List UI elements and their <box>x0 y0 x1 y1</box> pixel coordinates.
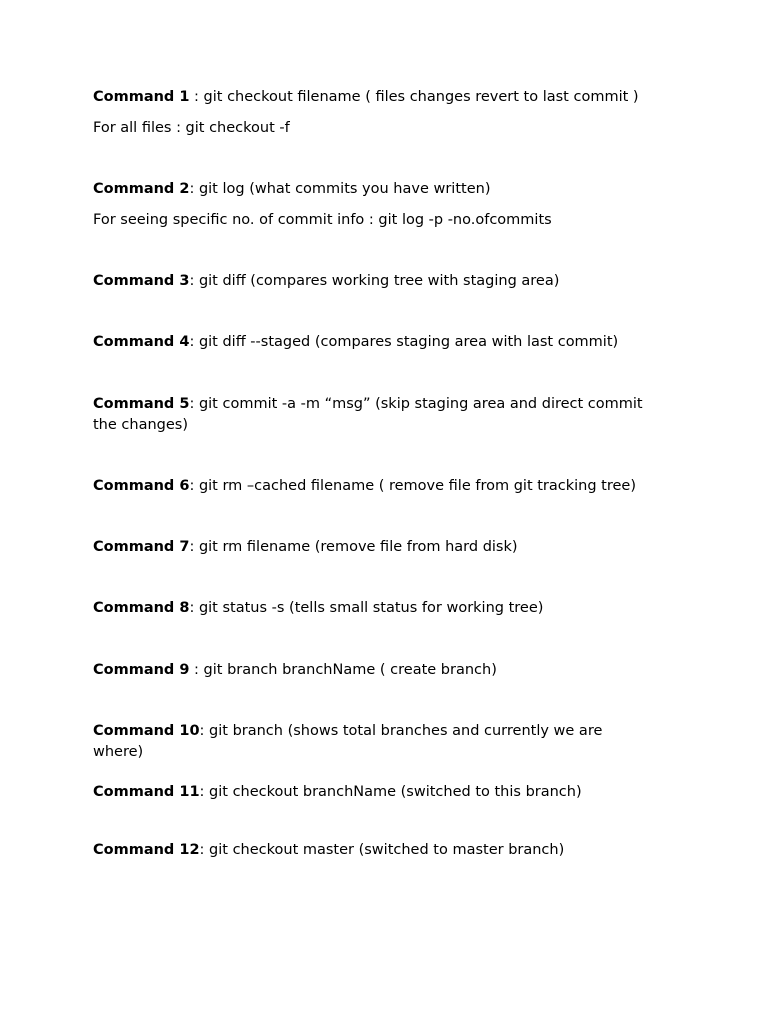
command-label: Command 3 <box>93 273 190 289</box>
command-text: : git branch branchName ( create branch) <box>189 662 497 678</box>
command-3 <box>93 271 653 292</box>
command-text: : git commit -a -m “msg” (skip staging area and direct commit the changes) <box>93 396 643 433</box>
command-text: : git diff --staged (compares staging area with last commit) <box>189 334 619 350</box>
command-text: : git rm –cached filename ( remove file from git tracking tree) <box>189 478 637 494</box>
command-label: Command 7 <box>93 539 190 555</box>
command-label: Command 12 <box>93 842 200 858</box>
command-text: : git log (what commits you have written) <box>189 181 491 197</box>
command-10 <box>93 721 653 763</box>
command-label: Command 6 <box>93 478 190 494</box>
command-7 <box>93 537 653 558</box>
command-1 <box>93 87 653 108</box>
command-text: : git checkout filename ( files changes revert to last commit ) <box>189 89 639 105</box>
command-5 <box>93 394 653 436</box>
command-label: Command 2 <box>93 181 190 197</box>
command-label: Command 9 <box>93 662 190 678</box>
command-label: Command 1 <box>93 89 190 105</box>
command-text: : git checkout branchName (switched to this branch) <box>199 784 582 800</box>
command-6 <box>93 476 653 497</box>
command-text: : git checkout master (switched to master branch) <box>199 842 565 858</box>
command-text: : git status -s (tells small status for working tree) <box>189 600 544 616</box>
command-label: Command 4 <box>93 334 190 350</box>
command-11 <box>93 782 653 803</box>
command-label: Command 11 <box>93 784 200 800</box>
command-8 <box>93 598 653 619</box>
command-text: : git branch (shows total branches and currently we are where) <box>93 723 603 760</box>
command-label: Command 10 <box>93 723 200 739</box>
command-label: Command 5 <box>93 396 190 412</box>
command-4 <box>93 332 653 353</box>
command-label: Command 8 <box>93 600 190 616</box>
command-1-note: For all files : git checkout -f <box>93 120 290 136</box>
command-2 <box>93 179 653 200</box>
command-9 <box>93 660 653 681</box>
command-12 <box>93 840 653 861</box>
command-text: : git diff (compares working tree with staging area) <box>189 273 560 289</box>
command-2-note: For seeing specific no. of commit info : git log -p -no.ofcommits <box>93 212 552 228</box>
command-text: : git rm filename (remove file from hard disk) <box>189 539 518 555</box>
